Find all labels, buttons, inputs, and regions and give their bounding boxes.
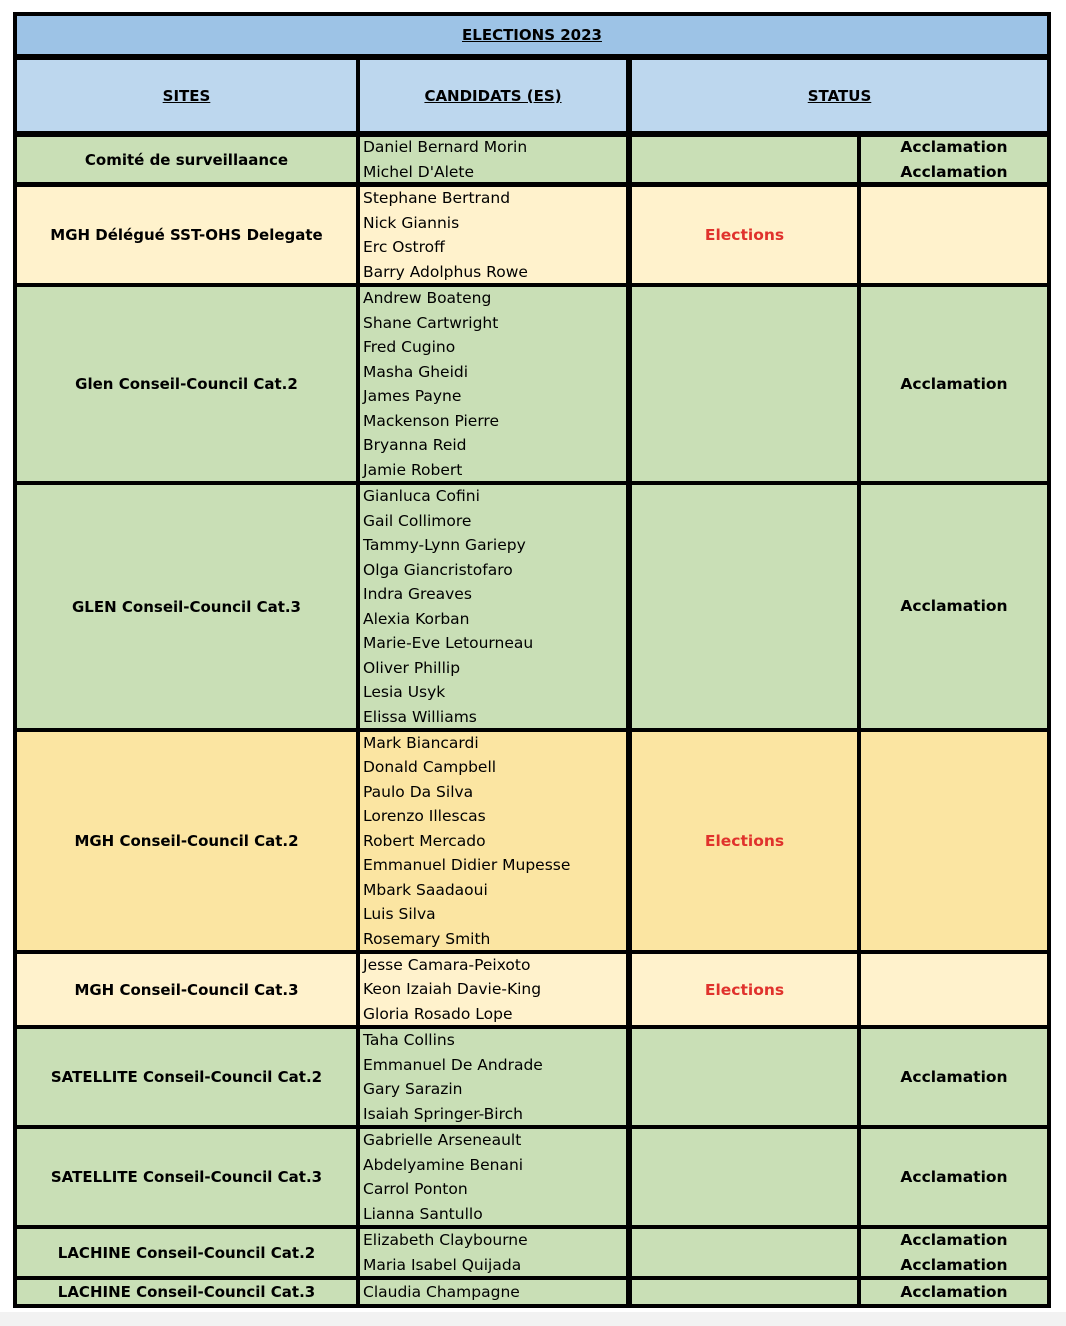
candidate-name: Isaiah Springer-Birch <box>363 1104 523 1123</box>
status-acclamation-cell <box>861 1129 1047 1225</box>
candidate-name: Rosemary Smith <box>363 929 491 948</box>
header-sites: SITES <box>17 60 356 131</box>
candidate-name: Elissa Williams <box>363 707 477 726</box>
status-acclamation-cell <box>861 287 1047 481</box>
site-cell: SATELLITE Conseil-Council Cat.2 <box>17 1029 356 1125</box>
status-acclamation-cell <box>861 1029 1047 1125</box>
candidate-name: Lorenzo Illescas <box>363 807 486 826</box>
candidate-name: James Payne <box>363 387 462 405</box>
acclamation-label: Acclamation <box>900 1067 1008 1086</box>
candidate-name: Emmanuel De Andrade <box>363 1055 543 1074</box>
candidates-cell <box>360 1229 626 1276</box>
candidate-name: Mark Biancardi <box>363 733 479 752</box>
acclamation-label: Acclamation <box>900 374 1008 393</box>
status-acclamation-cell <box>861 137 1047 182</box>
site-cell: MGH Conseil-Council Cat.3 <box>17 954 356 1025</box>
candidate-name: Marie-Eve Letourneau <box>363 634 534 652</box>
site-cell: LACHINE Conseil-Council Cat.2 <box>17 1229 356 1276</box>
candidate-name: Michel D'Alete <box>363 162 475 181</box>
candidates-cell <box>360 954 626 1025</box>
candidate-name: Paulo Da Silva <box>363 782 474 801</box>
candidate-name: Taha Collins <box>363 1031 455 1049</box>
candidate-name: Robert Mercado <box>363 831 486 850</box>
candidate-name: Daniel Bernard Morin <box>363 138 528 156</box>
candidate-name: Gianluca Cofini <box>363 487 480 505</box>
status-elections-cell <box>632 485 857 728</box>
status-elections-cell <box>632 137 857 182</box>
candidate-name: Stephane Bertrand <box>363 189 511 207</box>
elections-table <box>13 12 1051 1308</box>
candidate-name: Emmanuel Didier Mupesse <box>363 856 571 875</box>
candidate-name: Olga Giancristofaro <box>363 560 513 579</box>
candidates-cell <box>360 1280 626 1304</box>
candidate-name: Masha Gheidi <box>363 362 469 381</box>
site-cell: Comité de surveillaance <box>17 137 356 182</box>
candidate-name: Luis Silva <box>363 905 436 924</box>
candidate-name: Andrew Boateng <box>363 289 492 307</box>
status-elections-cell <box>632 1280 857 1304</box>
candidate-name: Jamie Robert <box>363 460 463 479</box>
status-elections-cell <box>632 954 857 1025</box>
status-acclamation-cell <box>861 954 1047 1025</box>
status-elections-cell <box>632 1229 857 1276</box>
candidate-name: Jesse Camara-Peixoto <box>363 955 531 974</box>
candidates-cell <box>360 732 626 950</box>
candidate-name: Fred Cugino <box>363 338 456 356</box>
status-elections-cell <box>632 1029 857 1125</box>
candidate-name: Bryanna Reid <box>363 436 467 454</box>
candidate-name: Shane Cartwright <box>363 313 499 332</box>
site-cell: MGH Conseil-Council Cat.2 <box>17 732 356 950</box>
site-cell: SATELLITE Conseil-Council Cat.3 <box>17 1129 356 1225</box>
candidate-name: Claudia Champagne <box>363 1282 520 1301</box>
acclamation-label: Acclamation <box>900 1282 1008 1301</box>
candidate-name: Gary Sarazin <box>363 1080 463 1098</box>
candidate-name: Mackenson Pierre <box>363 411 500 430</box>
candidate-name: Abdelyamine Benani <box>363 1155 524 1174</box>
candidates-cell <box>360 485 626 728</box>
candidate-name: Donald Campbell <box>363 758 497 777</box>
elections-label: Elections <box>704 980 785 999</box>
candidate-name: Gabrielle Arseneault <box>363 1131 522 1149</box>
candidate-name: Gloria Rosado Lope <box>363 1004 513 1023</box>
site-cell: GLEN Conseil-Council Cat.3 <box>17 485 356 728</box>
candidate-name: Erc Ostroff <box>363 238 445 256</box>
acclamation-label: Acclamation <box>900 1167 1008 1186</box>
status-elections-cell <box>632 187 857 283</box>
candidates-cell <box>360 1129 626 1225</box>
candidate-name: Maria Isabel Quijada <box>363 1255 522 1274</box>
candidate-name: Tammy-Lynn Gariepy <box>363 536 526 554</box>
status-acclamation-cell <box>861 1280 1047 1304</box>
acclamation-label: Acclamation <box>900 162 1008 181</box>
candidate-name: Lesia Usyk <box>363 683 446 701</box>
candidate-name: Nick Giannis <box>363 213 460 232</box>
table-title: ELECTIONS 2023 <box>17 16 1047 54</box>
elections-label: Elections <box>704 832 785 850</box>
page-bottom-strip <box>0 1312 1066 1326</box>
header-status: STATUS <box>632 60 1047 131</box>
site-cell: MGH Délégué SST-OHS Delegate <box>17 187 356 283</box>
acclamation-label: Acclamation <box>900 1255 1008 1274</box>
candidates-cell <box>360 287 626 481</box>
status-elections-cell <box>632 732 857 950</box>
candidate-name: Indra Greaves <box>363 585 472 603</box>
status-acclamation-cell <box>861 1229 1047 1276</box>
site-cell: Glen Conseil-Council Cat.2 <box>17 287 356 481</box>
site-cell: LACHINE Conseil-Council Cat.3 <box>17 1280 356 1304</box>
status-acclamation-cell <box>861 732 1047 950</box>
candidate-name: Alexia Korban <box>363 609 470 628</box>
status-acclamation-cell <box>861 485 1047 728</box>
candidate-name: Lianna Santullo <box>363 1204 483 1223</box>
candidate-name: Keon Izaiah Davie-King <box>363 980 542 999</box>
candidate-name: Elizabeth Claybourne <box>363 1231 528 1249</box>
candidates-cell <box>360 187 626 283</box>
candidate-name: Gail Collimore <box>363 511 472 530</box>
header-candidats: CANDIDATS (ES) <box>360 60 626 131</box>
acclamation-label: Acclamation <box>900 597 1008 616</box>
candidates-cell <box>360 137 626 182</box>
candidates-cell <box>360 1029 626 1125</box>
status-elections-cell <box>632 1129 857 1225</box>
elections-label: Elections <box>704 226 785 244</box>
acclamation-label: Acclamation <box>900 1231 1008 1249</box>
candidate-name: Carrol Ponton <box>363 1180 468 1198</box>
candidate-name: Barry Adolphus Rowe <box>363 262 528 281</box>
candidate-name: Mbark Saadaoui <box>363 880 488 899</box>
status-elections-cell <box>632 287 857 481</box>
status-acclamation-cell <box>861 187 1047 283</box>
acclamation-label: Acclamation <box>900 138 1008 156</box>
candidate-name: Oliver Phillip <box>363 658 461 677</box>
